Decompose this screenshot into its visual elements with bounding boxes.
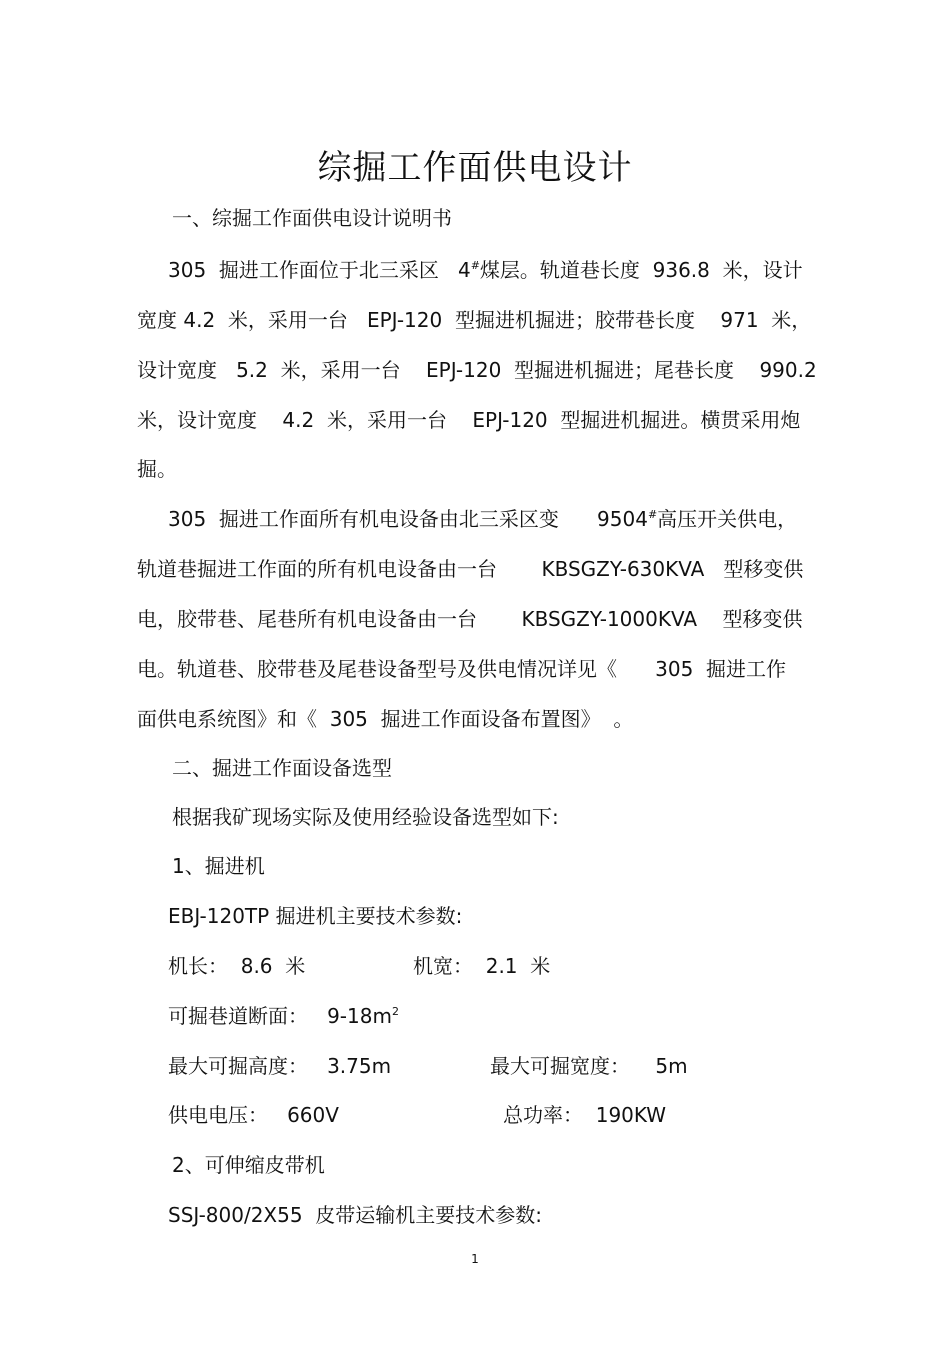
section2-intro: 根据我矿现场实际及使用经验设备选型如下:	[172, 805, 559, 829]
supply-voltage: 供电电压： 660V	[168, 1103, 339, 1127]
total-power: 总功率： 190KW	[503, 1103, 667, 1127]
roadway-section: 可掘巷道断面： $9-18m^2$	[168, 1004, 399, 1028]
para2-line5: 面供电系统图》和《 305 掘进工作面设备布置图》 。	[137, 707, 634, 731]
item1-params-title: EBJ-120TP 掘进机主要技术参数:	[168, 904, 463, 928]
page-number: 1	[471, 1252, 479, 1266]
machine-length: 机长： 8.6 米	[168, 954, 306, 978]
para1-line4: 米，设计宽度 4.2 米，采用一台 EPJ-120 型掘进机掘进。横贯采用炮	[137, 408, 801, 432]
para1-line5: 掘。	[137, 457, 177, 481]
item2-heading: 2、可伸缩皮带机	[172, 1153, 325, 1177]
section2-heading: 二、掘进工作面设备选型	[172, 756, 392, 780]
para2-line3: 电，胶带巷、尾巷所有机电设备由一台 KBSGZY-1000KVA 型移变供	[137, 607, 803, 631]
section1-heading: 一、综掘工作面供电设计说明书	[172, 206, 452, 230]
max-height: 最大可掘高度： 3.75m	[168, 1054, 392, 1078]
para1-line2: 宽度 4.2 米，采用一台 EPJ-120 型掘进机掘进；胶带巷长度 971 米，	[137, 308, 812, 332]
document-title: 综掘工作面供电设计	[317, 148, 633, 188]
item1-heading: 1、掘进机	[172, 854, 265, 878]
para1-line1: 305 掘进工作面位于北三采区 4#煤层。轨道巷长度 936.8 米，设计	[168, 258, 803, 282]
para2-line4: 电。轨道巷、胶带巷及尾巷设备型号及供电情况详见《 305 掘进工作	[137, 657, 787, 681]
machine-width: 机宽： 2.1 米	[413, 954, 551, 978]
para2-line1: 305 掘进工作面所有机电设备由北三采区变 9504#高压开关供电，	[168, 507, 798, 531]
item2-params-title: SSJ-800/2X55 皮带运输机主要技术参数:	[168, 1203, 543, 1227]
para1-line3: 设计宽度 5.2 米，采用一台 EPJ-120 型掘进机掘进；尾巷长度 990.2	[137, 358, 817, 382]
max-width: 最大可掘宽度： 5m	[490, 1054, 688, 1078]
para2-line2: 轨道巷掘进工作面的所有机电设备由一台 KBSGZY-630KVA 型移变供	[137, 557, 804, 581]
